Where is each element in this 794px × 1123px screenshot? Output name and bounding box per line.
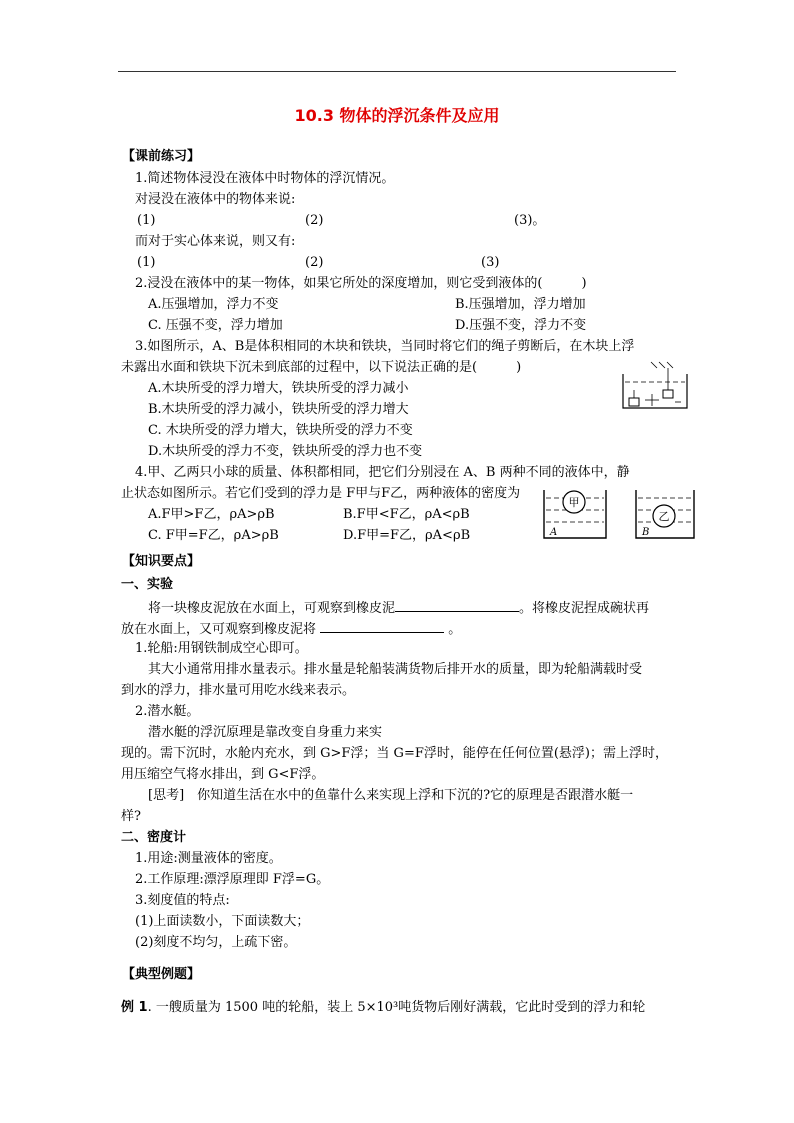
ship-line2: 到水的浮力，排水量可用吃水线来表示。 [121, 683, 356, 698]
think-line2: 样? [121, 809, 141, 824]
question-1-sub: 对浸没在液体中的物体来说: [135, 192, 296, 207]
answer-blank [320, 619, 444, 633]
ball-b-label: 乙 [658, 510, 670, 523]
hydrometer-use: 1.用途:测量液体的密度。 [135, 851, 282, 866]
experiment-line1: 将一块橡皮泥放在水面上，可观察到橡皮泥 。将橡皮泥捏成碗状再 [148, 598, 649, 617]
scale-feature-1: (1)上面读数小，下面读数大； [135, 914, 310, 929]
q4-option-c: C. F甲=F乙，ρA>ρB [148, 528, 279, 543]
q2-option-c: C. 压强不变，浮力增加 [148, 318, 283, 333]
page-title: 10.3 物体的浮沉条件及应用 [294, 106, 500, 125]
question-4-line1: 4.甲、乙两只小球的质量、体积都相同，把它们分别浸在 A、B 两种不同的液体中，静 [135, 465, 630, 480]
hydrometer-principle: 2.工作原理:漂浮原理即 F浮=G。 [135, 872, 330, 887]
container-b-label: B [642, 527, 650, 538]
submarine-line1: 潜水艇的浮沉原理是靠改变自身重力来实 [148, 725, 383, 740]
scale-feature-2: (2)刻度不均匀，上疏下密。 [135, 935, 297, 950]
submarine-heading: 2.潜水艇。 [135, 704, 200, 719]
ball-a-label: 甲 [568, 496, 580, 509]
container-a-label: A [550, 527, 558, 538]
q1-b-answer-1: (1) [137, 255, 156, 270]
question-4-line2: 止状态如图所示。若它们受到的浮力是 F甲与F乙，两种液体的密度为 [121, 486, 521, 501]
header-rule [118, 71, 676, 72]
example-1: 例 1. 一艘质量为 1500 吨的轮船，装上 5×10³吨货物后刚好满载，它此时受到的浮力和轮 [121, 1000, 646, 1015]
q2-option-d: D.压强不变，浮力不变 [455, 318, 587, 333]
q1-b-answer-3: (3) [481, 255, 500, 270]
q2-option-b: B.压强增加，浮力增加 [455, 297, 586, 312]
q3-option-b: B.木块所受的浮力减小，铁块所受的浮力增大 [148, 402, 409, 417]
q4-option-b: B.F甲<F乙，ρA<ρB [343, 507, 470, 522]
q1-answer-2: (2) [305, 213, 324, 228]
q1-answer-3: (3)。 [514, 213, 546, 228]
experiment-line2: 放在水面上，又可观察到橡皮泥将 。 [121, 619, 461, 638]
q2-option-a: A.压强增加，浮力不变 [148, 297, 279, 312]
answer-blank [395, 598, 519, 612]
think-line1: [思考] 你知道生活在水中的鱼靠什么来实现上浮和下沉的?它的原理是否跟潜水艇一 [148, 788, 634, 803]
ship-line1: 其大小通常用排水量表示。排水量是轮船装满货物后排开水的质量，即为轮船满载时受 [148, 662, 643, 677]
q1-answer-1: (1) [137, 213, 156, 228]
section-heading-example: 【典型例题】 [122, 967, 201, 982]
q4-figure [540, 484, 700, 542]
q3-option-a: A.木块所受的浮力增大，铁块所受的浮力减小 [148, 381, 409, 396]
ship-heading: 1.轮船:用钢铁制成空心即可。 [135, 641, 308, 656]
subsection-hydrometer: 二、密度计 [121, 830, 187, 845]
section-heading-key: 【知识要点】 [122, 554, 201, 569]
submarine-line2: 现的。需下沉时，水舱内充水，到 G>F浮；当 G=F浮时，能停在任何位置(悬浮)；需上浮时， [121, 746, 669, 761]
q4-option-d: D.F甲=F乙，ρA<ρB [343, 528, 471, 543]
q4-option-a: A.F甲>F乙，ρA>ρB [148, 507, 275, 522]
hydrometer-scale: 3.刻度值的特点: [135, 893, 230, 908]
question-2: 2.浸没在液体中的某一物体，如果它所处的深度增加，则它受到液体的( ) [135, 276, 587, 291]
question-1: 1.简述物体浸没在液体中时物体的浮沉情况。 [135, 171, 395, 186]
q1-b-answer-2: (2) [305, 255, 324, 270]
question-3-line1: 3.如图所示，A、B是体积相同的木块和铁块，当同时将它们的绳子剪断后，在木块上浮 [135, 339, 635, 354]
q3-option-c: C. 木块所受的浮力增大，铁块所受的浮力不变 [148, 423, 413, 438]
submarine-line3: 用压缩空气将水排出，到 G<F浮。 [121, 767, 325, 782]
q3-figure [615, 360, 695, 412]
section-heading-pre: 【课前练习】 [122, 149, 201, 164]
question-3-line2: 未露出水面和铁块下沉未到底部的过程中，以下说法正确的是( ) [121, 360, 522, 375]
question-1-sub2: 而对于实心体来说，则又有: [135, 234, 296, 249]
subsection-experiment: 一、实验 [121, 577, 174, 592]
q3-option-d: D.木块所受的浮力不变，铁块所受的浮力也不变 [148, 444, 423, 459]
